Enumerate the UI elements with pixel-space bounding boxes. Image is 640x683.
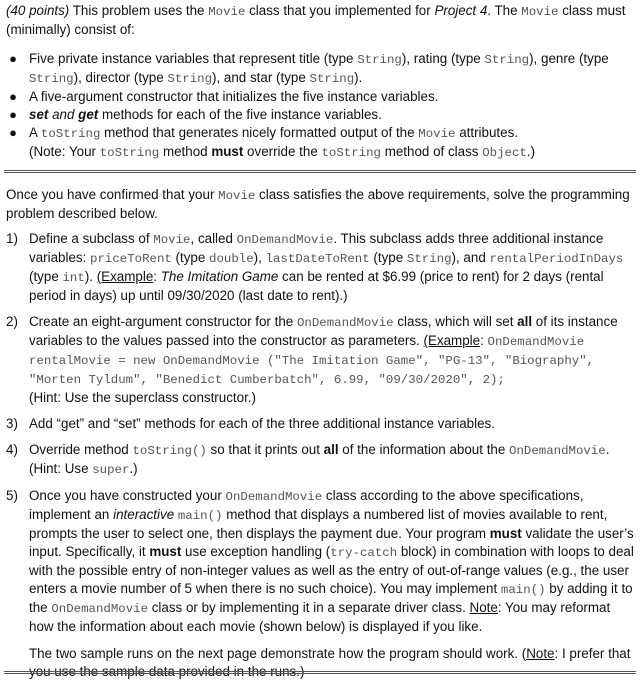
numbered-list: [6, 230, 634, 681]
divider: [4, 671, 636, 674]
code-movie: Movie: [208, 5, 246, 19]
list-item: ● set and get methods for each of the five instance variables.: [6, 106, 634, 124]
bullet-icon: ●: [9, 107, 17, 122]
list-item-1: 1) Define a subclass of Movie, called OnDemandMovie. This subclass adds three additional instance variables: priceToRent (type double), lastDateToRent (type String), and rentalPeriodInDays (type int). (Example: The Imitation Game can be rented at $6.99 (price to rent) for 2 days (rental period in days) up until 09/30/2020 (last date to rent).): [6, 231, 624, 303]
list-item: ● Five private instance variables that represent title (type String), rating (type String), genre (type String), director (type String), and star (type String).: [6, 50, 634, 88]
list-item-2: 2) Create an eight-argument constructor for the OnDemandMovie class, which will set all of its instance variables to the values passed into the constructor as parameters. (Example: OnDemandMovie rentalMovie = new OnDemandMovie ("The Imitation Game", "PG-13", "Biography", "Morten Tyldum", "Benedict Cumberbatch", 6.99, "09/30/2020", 2); (Hint: Use the superclass constructor.): [6, 314, 618, 405]
requirements-list: [6, 50, 634, 162]
list-item-5: 5) Once you have constructed your OnDemandMovie class according to the above specifications, implement an interactive main() method that displays a numbered list of movies available to rent, prompts the user to select one, then displays the payment due. Your program must validate the user’s input. Specifically, it must use exception handling (try-catch block) in combination with loops to deal with the possible entry of non-integer values as well as the entry of out-of-range values (e.g., the user enters a movie number of 5 when there is no such choice). You may implement main() by adding it to the OnDemandMovie class or by implementing it in a separate driver class. Note: You may reformat how the information about each movie (shown below) is displayed if you like. The two sample runs on the next page demonstrate how the program should work. (Note: I prefer that you use the sample data provided in the runs.): [6, 488, 634, 679]
list-item: ● A toString method that generates nicely formatted output of the Movie attributes. (Note: Your toString method must override the toString method of class Object.): [6, 124, 634, 162]
list-item: ● A five-argument constructor that initializes the five instance variables.: [6, 88, 634, 106]
project-ref: Project 4: [434, 3, 488, 18]
list-item-4: 4) Override method toString() so that it prints out all of the information about the OnDemandMovie. (Hint: Use super.): [6, 442, 610, 477]
sample-runs-note: The two sample runs on the next page demonstrate how the program should work. (Note: I prefer that you use the sample data provided in the runs.): [29, 646, 631, 679]
section-intro: Once you have confirmed that your Movie class satisfies the above requirements, solve the programming problem described below.: [6, 187, 630, 221]
bullet-icon: ●: [9, 125, 17, 140]
intro-paragraph: (40 points) This problem uses the Movie class that you implemented for Project 4. The Movie class must (minimally) consist of:: [6, 3, 626, 37]
bullet-icon: ●: [9, 89, 17, 104]
constructor-example-code: OnDemandMovie rentalMovie = new OnDemandMovie ("The Imitation Game", "PG-13", "Biography", "Morten Tyldum", "Benedict Cumberbatch", 6.99, "09/30/2020", 2);: [29, 335, 595, 387]
list-item-3: 3) Add “get” and “set” methods for each of the three additional instance variables.: [6, 416, 495, 431]
points-label: (40 points): [6, 3, 70, 18]
bullet-icon: ●: [9, 51, 17, 66]
divider: [4, 170, 636, 173]
